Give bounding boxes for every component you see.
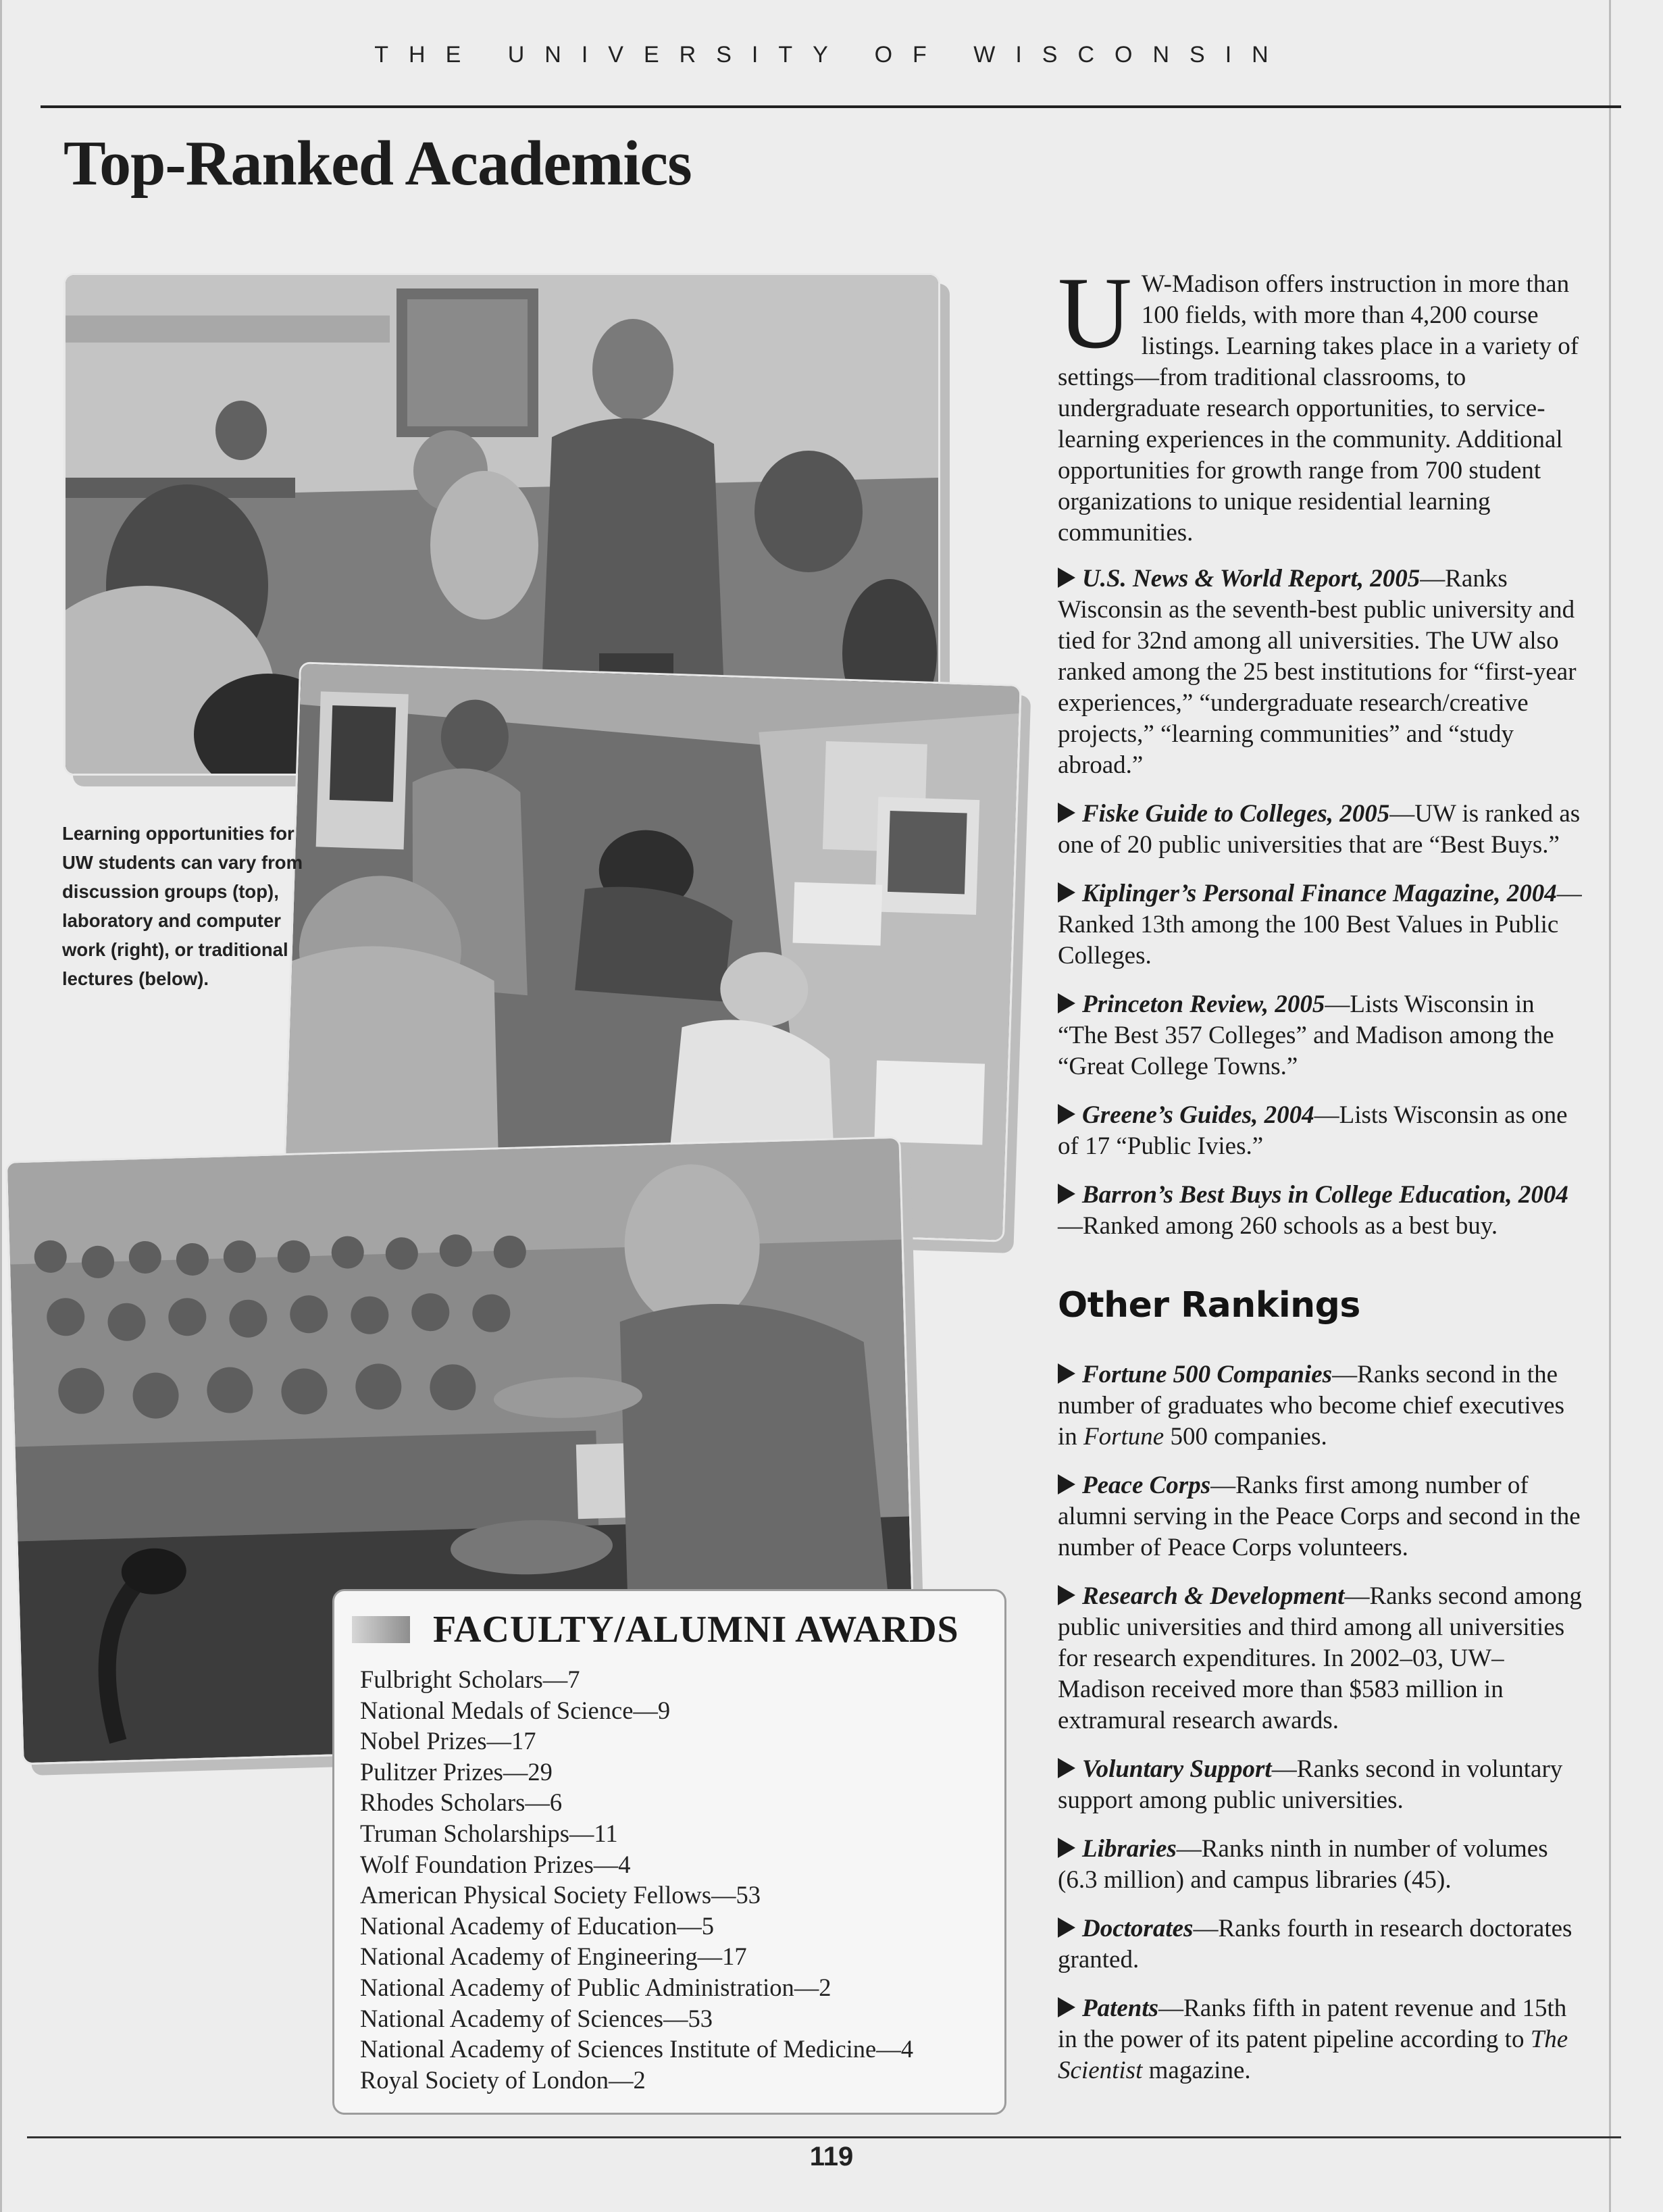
drop-cap: U [1058,256,1132,370]
ranking-item [1058,563,1585,781]
triangle-bullet-icon [1058,803,1075,823]
ranking-source: Fiske Guide to Colleges, 2005 [1082,800,1390,828]
other-ranking-head: Research & Development [1082,1582,1345,1610]
other-ranking-item [1058,1834,1585,1896]
other-ranking-head: Voluntary Support [1082,1755,1272,1783]
other-ranking-head: Doctorates [1082,1915,1194,1942]
faculty-alumni-awards-box [332,1589,1006,2115]
other-rankings-title: Other Rankings [1058,1285,1360,1326]
ranking-item [1058,1100,1585,1162]
other-ranking-text-end: 500 companies. [1164,1423,1327,1451]
other-ranking-head: Patents [1082,1994,1159,2022]
award-item: Wolf Foundation Prizes—4 [360,1850,631,1878]
ranking-item [1058,1180,1585,1242]
photo-caption-text: Learning opportunities for UW students can vary from discussion groups (top), laboratory and computer work (right), or traditional lectures (below). [62,823,303,989]
header-rule [41,105,1621,108]
award-item: National Academy of Education—5 [360,1911,715,1940]
other-ranking-emphasis: The Scientist [1058,2026,1568,2084]
other-ranking-item [1058,1470,1585,1563]
other-ranking-text: —Ranks second in voluntary support among public universities. [1058,1755,1563,1814]
award-item: Pulitzer Prizes—29 [360,1757,553,1786]
awards-list [352,1664,986,2095]
other-ranking-item [1058,1993,1585,2086]
page-edge-left [0,0,2,2212]
triangle-bullet-icon [1058,1104,1075,1124]
ranking-item [1058,878,1585,972]
photo-caption [62,819,305,993]
other-ranking-text: —Ranks fourth in research doctorates granted. [1058,1915,1572,1974]
running-head: THE UNIVERSITY OF WISCONSIN [374,42,1289,68]
award-item: National Academy of Sciences—53 [360,2004,713,2032]
award-item: National Academy of Sciences Institute of Medicine—4 [360,2035,913,2063]
award-item: Rhodes Scholars—6 [360,1788,563,1817]
other-ranking-text-end: magazine. [1142,2057,1251,2084]
triangle-bullet-icon [1058,1997,1075,2017]
triangle-bullet-icon [1058,993,1075,1013]
page-edge-right [1609,0,1611,2212]
triangle-bullet-icon [1058,1184,1075,1204]
ranking-source: Greene’s Guides, 2004 [1082,1101,1314,1129]
triangle-bullet-icon [1058,568,1075,588]
ranking-text: —Ranked 13th among the 100 Best Values in Public Colleges. [1058,880,1582,970]
other-ranking-emphasis: Fortune [1083,1423,1165,1451]
footer-rule [27,2136,1621,2138]
other-ranking-item [1058,1913,1585,1976]
other-ranking-head: Libraries [1082,1835,1177,1863]
other-ranking-text: —Ranks first among number of alumni serving in the Peace Corps and second in the number of Peace Corps volunteers. [1058,1472,1581,1561]
award-item: Truman Scholarships—11 [360,1819,618,1847]
other-ranking-item [1058,1581,1585,1736]
ranking-source: Kiplinger’s Personal Finance Magazine, 2004 [1082,880,1557,907]
ranking-text: —Ranks Wisconsin as the seventh-best public university and tied for 32nd among all universities. The UW also ranked among the 25 best institutions for “first-year experiences,” “undergraduate research/creative projects,” “learning communities” and “study abroad.” [1058,565,1577,779]
award-item: National Academy of Engineering—17 [360,1942,747,1971]
ranking-text: —Lists Wisconsin in “The Best 357 Colleges” and Madison among the “Great College Towns.” [1058,990,1554,1080]
award-item: Fulbright Scholars—7 [360,1665,580,1693]
other-ranking-text: —Ranks ninth in number of volumes (6.3 million) and campus libraries (45). [1058,1835,1548,1894]
ranking-text: —Lists Wisconsin as one of 17 “Public Ivies.” [1058,1101,1568,1160]
ranking-item [1058,989,1585,1082]
triangle-bullet-icon [1058,1838,1075,1858]
page-number: 119 [809,2142,854,2171]
award-item: Nobel Prizes—17 [360,1727,536,1755]
ranking-item [1058,799,1585,861]
ranking-text: —Ranked among 260 schools as a best buy. [1058,1212,1498,1240]
ranking-source: Princeton Review, 2005 [1082,990,1325,1018]
award-item: National Medals of Science—9 [360,1696,671,1724]
triangle-bullet-icon [1058,1474,1075,1494]
triangle-bullet-icon [1058,1917,1075,1938]
page-title: Top-Ranked Academics [63,128,692,199]
award-item: National Academy of Public Administration—2 [360,1973,832,2001]
other-ranking-head: Peace Corps [1082,1472,1211,1499]
awards-header [352,1609,986,1651]
other-ranking-item [1058,1359,1585,1453]
ranking-source: Barron’s Best Buys in College Education, 2004 [1082,1181,1568,1209]
main-text-column [1058,256,1585,2104]
triangle-bullet-icon [1058,1758,1075,1778]
intro-text: W-Madison offers instruction in more than 100 fields, with more than 4,200 course listings. Learning takes place in a variety of settings—from traditional classrooms, to undergraduate research opportunities, to service-learning experiences in the community. Additional opportunities for growth range from 700 student organizations to unique residential learning communities. [1058,270,1579,547]
triangle-bullet-icon [1058,1363,1075,1384]
awards-title-bar [352,1616,410,1643]
triangle-bullet-icon [1058,882,1075,903]
award-item: Royal Society of London—2 [360,2065,646,2094]
other-ranking-text: —Ranks fifth in patent revenue and 15th in the power of its patent pipeline according to [1058,1994,1567,2053]
ranking-source: U.S. News & World Report, 2005 [1082,565,1421,593]
other-ranking-item [1058,1754,1585,1816]
other-ranking-head: Fortune 500 Companies [1082,1361,1333,1388]
intro-paragraph [1058,256,1585,549]
award-item: American Physical Society Fellows—53 [360,1881,761,1909]
awards-title: FACULTY/ALUMNI AWARDS [433,1609,959,1651]
ranking-text: —UW is ranked as one of 20 public universities that are “Best Buys.” [1058,800,1581,859]
other-ranking-text: —Ranks second among public universities and third among all universities for research expenditures. In 2002–03, UW–Madison received more than $583 million in extramural research awards. [1058,1582,1582,1734]
triangle-bullet-icon [1058,1585,1075,1605]
other-ranking-text: —Ranks second in the number of graduates who become chief executives in [1058,1361,1564,1451]
